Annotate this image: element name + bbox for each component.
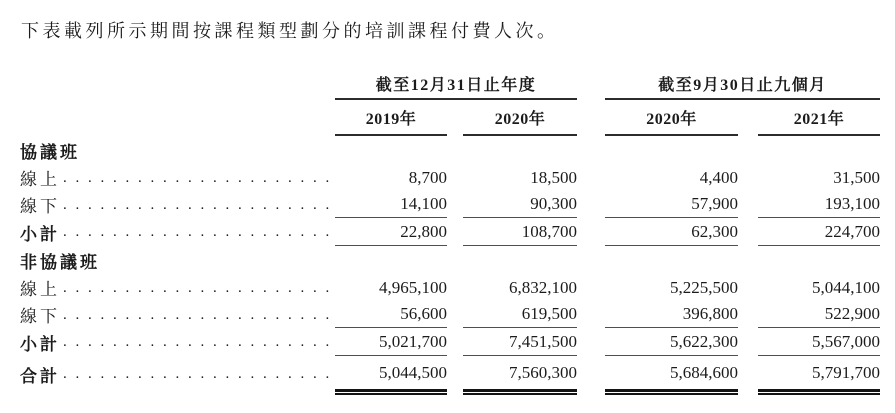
- value-cell: 6,832,100: [509, 277, 577, 297]
- row-subtotal-non-agreement: [20, 328, 880, 356]
- column-group-row: [20, 76, 880, 100]
- value-cell: 4,965,100: [379, 277, 447, 297]
- value-cell: 18,500: [530, 167, 577, 187]
- value-cell: 4,400: [699, 167, 738, 187]
- year-header-2020-9m: 2020年: [605, 100, 738, 136]
- row-online-agreement: [20, 164, 880, 191]
- row-label: 線上: [20, 170, 60, 189]
- column-group-nine-months: 截至9月30日止九個月: [605, 76, 880, 100]
- section-header-agreement-class: [20, 136, 880, 164]
- row-label: 線下: [20, 197, 60, 216]
- value-cell: 90,300: [463, 191, 577, 218]
- value-cell: 62,300: [605, 218, 738, 246]
- value-cell: 396,800: [605, 301, 738, 328]
- row-subtotal-agreement: [20, 218, 880, 246]
- row-label: 線上: [20, 280, 60, 299]
- value-cell: 5,044,500: [335, 356, 447, 392]
- section-header-label: 協議班: [20, 142, 80, 162]
- dot-leader: [60, 306, 335, 324]
- dot-leader: [60, 365, 335, 383]
- column-group-annual: 截至12月31日止年度: [335, 76, 577, 100]
- row-offline-agreement: [20, 191, 880, 218]
- value-cell: 31,500: [833, 167, 880, 187]
- dot-leader: [60, 279, 335, 297]
- value-cell: 5,044,100: [812, 277, 880, 297]
- dot-leader: [60, 223, 335, 241]
- value-cell: 193,100: [758, 191, 880, 218]
- row-label: 線下: [20, 307, 60, 326]
- page-title: 下表載列所示期間按課程類型劃分的培訓課程付費人次。: [21, 21, 559, 41]
- row-label: 小計: [20, 224, 60, 244]
- value-cell: 14,100: [335, 191, 447, 218]
- spacer-cell: [20, 100, 335, 136]
- value-cell: 5,225,500: [670, 277, 738, 297]
- value-cell: 5,021,700: [335, 328, 447, 356]
- row-label: 合計: [20, 366, 60, 386]
- section-header-label: 非協議班: [20, 252, 100, 272]
- value-cell: 5,791,700: [758, 356, 880, 392]
- value-cell: 522,900: [758, 301, 880, 328]
- value-cell: 22,800: [335, 218, 447, 246]
- dot-leader: [60, 196, 335, 214]
- value-cell: 7,451,500: [463, 328, 577, 356]
- row-online-non-agreement: [20, 274, 880, 301]
- row-offline-non-agreement: [20, 301, 880, 328]
- value-cell: 5,567,000: [758, 328, 880, 356]
- year-header-2021: 2021年: [758, 100, 880, 136]
- dot-leader: [60, 333, 335, 351]
- section-header-non-agreement-class: [20, 246, 880, 274]
- value-cell: 56,600: [335, 301, 447, 328]
- value-cell: 108,700: [463, 218, 577, 246]
- value-cell: 5,622,300: [605, 328, 738, 356]
- year-header-row: [20, 100, 880, 136]
- training-enrollment-table: [20, 76, 880, 392]
- year-header-2020-fy: 2020年: [463, 100, 577, 136]
- spacer-cell: [20, 76, 335, 100]
- value-cell: 8,700: [408, 167, 447, 187]
- value-cell: 5,684,600: [605, 356, 738, 392]
- year-header-2019: 2019年: [335, 100, 447, 136]
- row-total: [20, 356, 880, 392]
- value-cell: 7,560,300: [463, 356, 577, 392]
- row-label: 小計: [20, 334, 60, 354]
- value-cell: 619,500: [463, 301, 577, 328]
- dot-leader: [60, 169, 335, 187]
- value-cell: 224,700: [758, 218, 880, 246]
- value-cell: 57,900: [605, 191, 738, 218]
